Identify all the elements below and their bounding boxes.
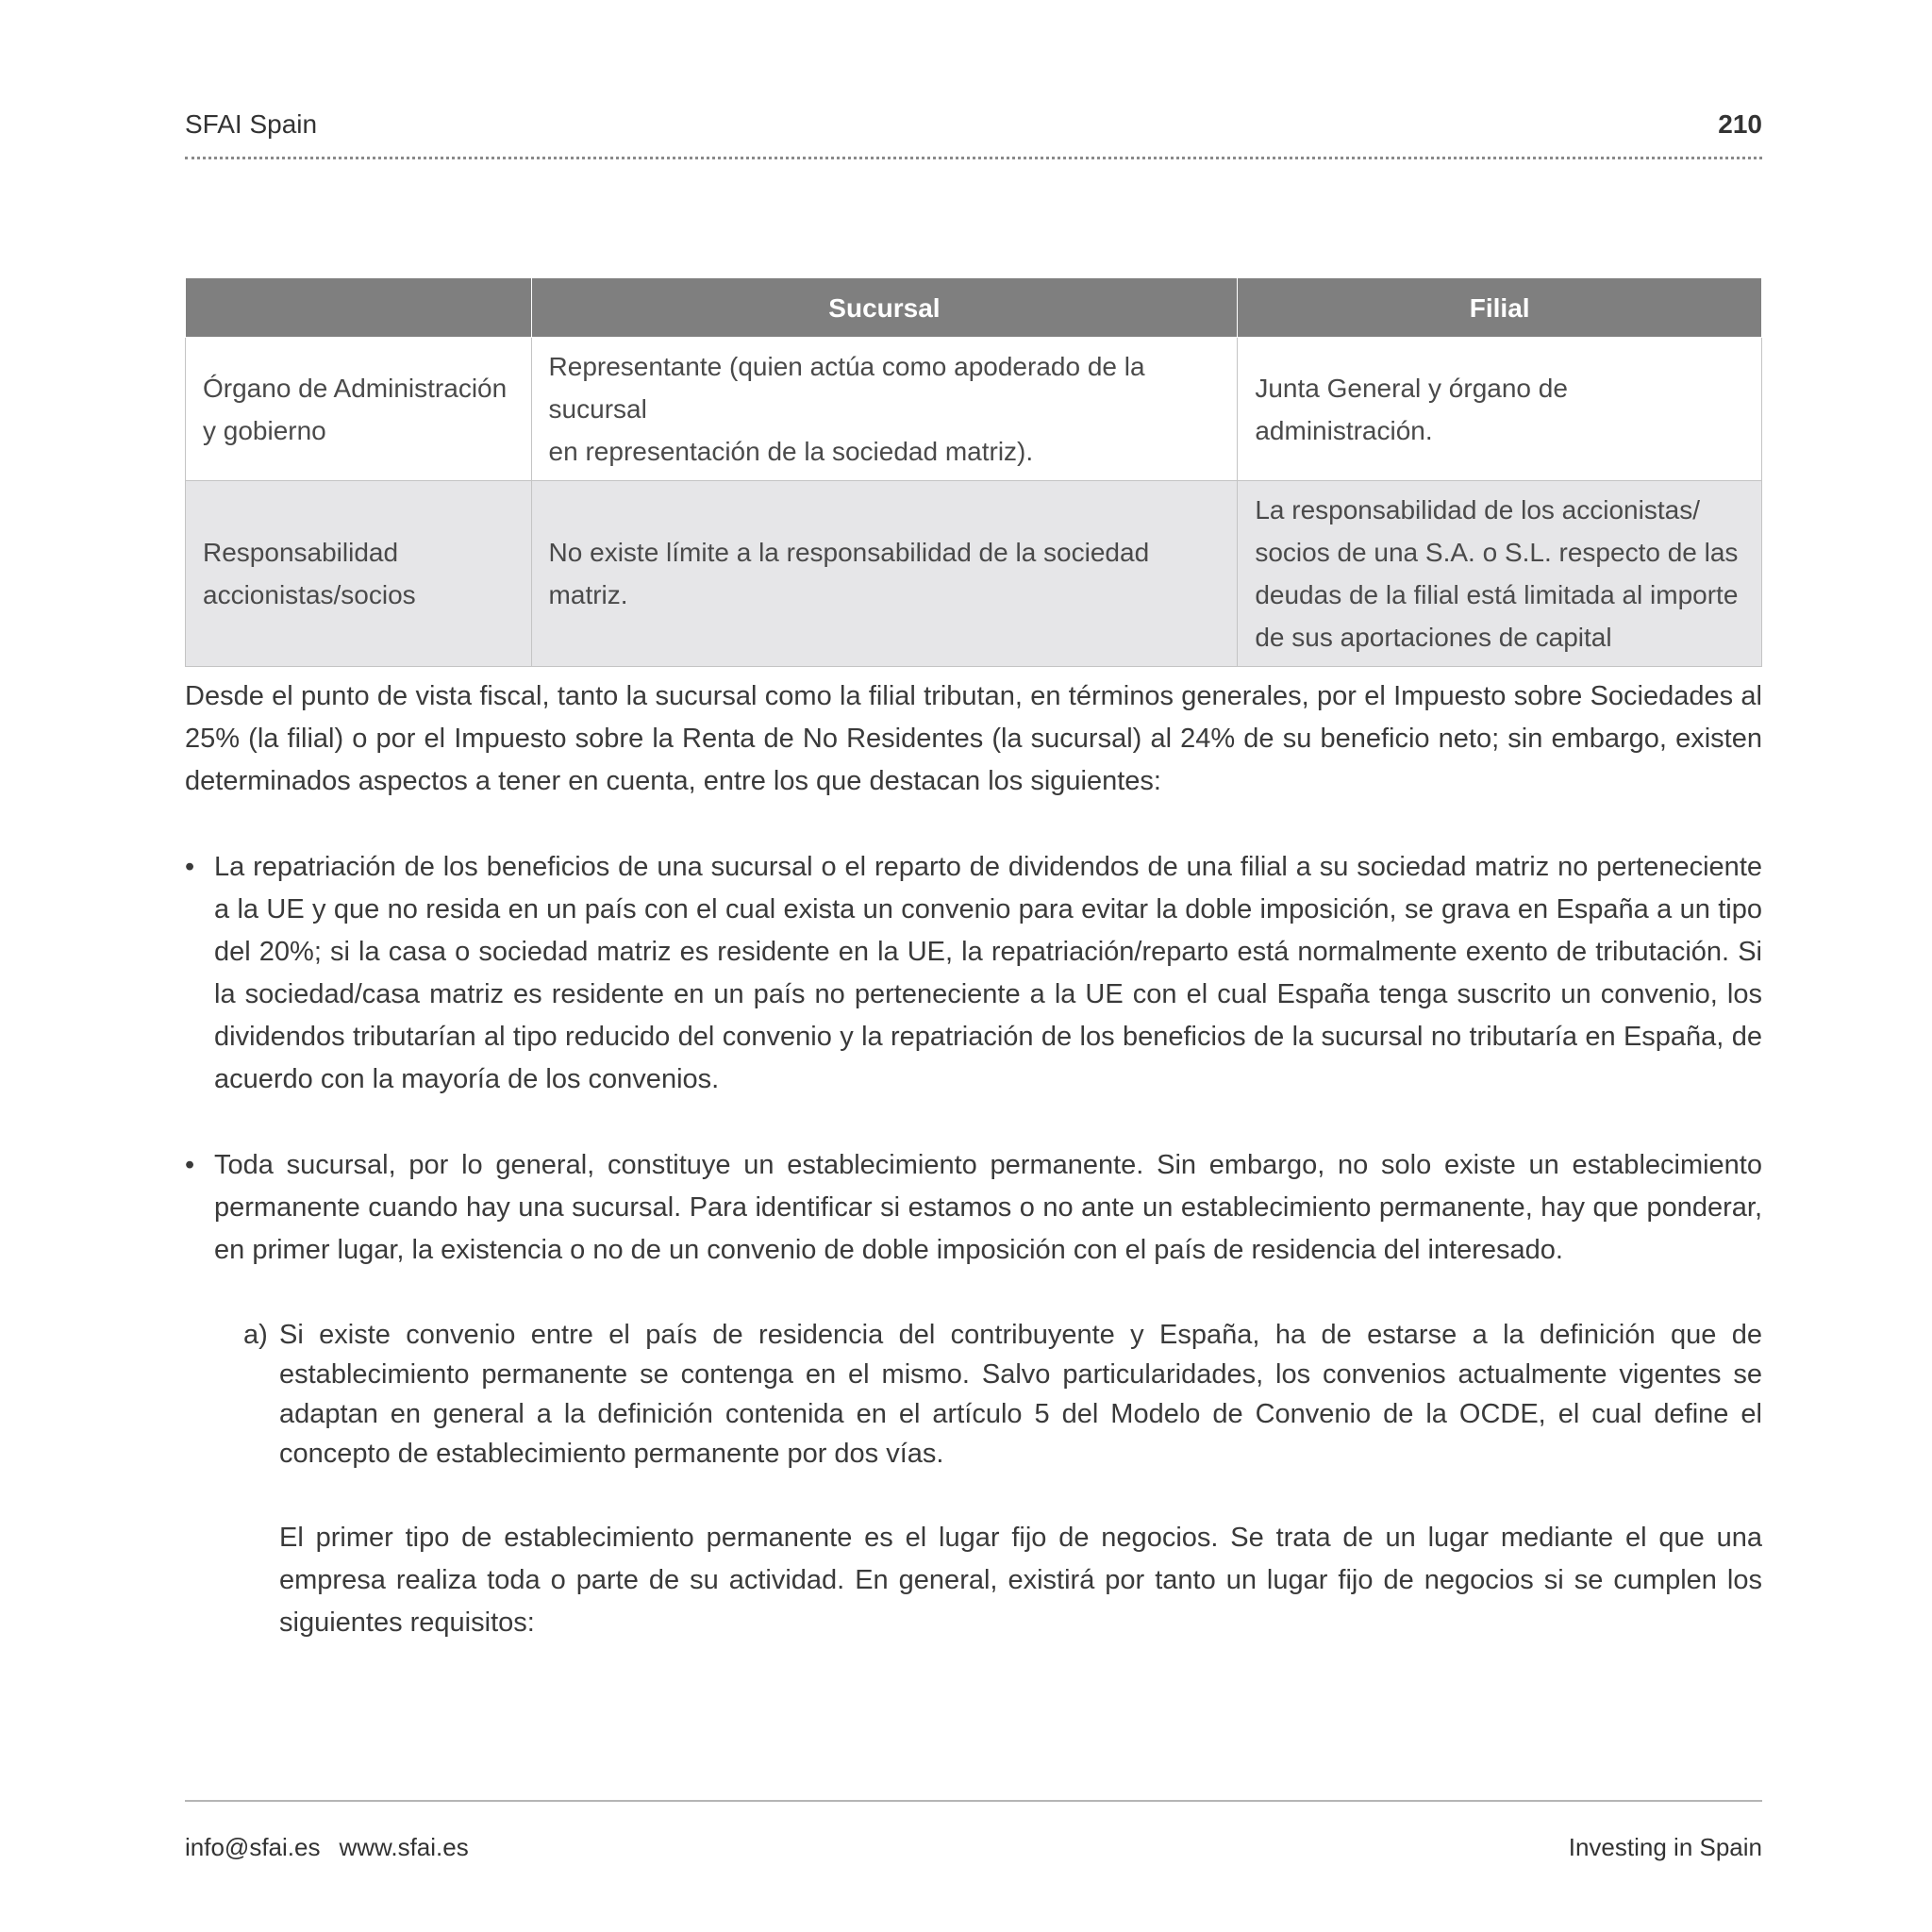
cell-filial-organo: Junta General y órgano de administración.: [1238, 338, 1762, 481]
bullet-text: Toda sucursal, por lo general, constituye un establecimiento permanente. Sin embargo, no solo existe un establecimiento permanente cuando hay una sucursal. Para identificar si estamos o no ante un establecimiento permanente, hay que ponderar, en primer lugar, la existencia o no de un convenio de doble imposición con el país de residencia del interesado.: [214, 1150, 1762, 1265]
sub-list: [243, 1315, 1762, 1474]
cell-filial-responsabilidad: [1238, 481, 1762, 667]
label-line: accionistas/socios: [203, 580, 416, 609]
footer-email[interactable]: info@sfai.es: [185, 1832, 321, 1861]
footer-website[interactable]: www.sfai.es: [339, 1832, 469, 1861]
sub-paragraph: El primer tipo de establecimiento permanente es el lugar fijo de negocios. Se trata de un lugar mediante el que una empresa realiza toda o parte de su actividad. En general, existirá por tanto un lugar fijo de negocios si se cumplen los siguientes requisitos:: [279, 1523, 1762, 1638]
cell-sucursal-responsabilidad: No existe límite a la responsabilidad de la sociedad matriz.: [531, 481, 1238, 667]
footer-publication: Investing in Spain: [1568, 1832, 1762, 1861]
cell-line: Representante (quien actúa como apoderado de la sucursal: [548, 352, 1145, 424]
document-page: [185, 0, 1762, 1932]
page-number: 210: [1718, 109, 1762, 139]
cell-line: La responsabilidad de los accionistas/: [1255, 495, 1700, 525]
bullet-list: [185, 846, 1762, 1644]
cell-line: de sus aportaciones de capital: [1255, 623, 1612, 652]
sub-item-letter: a): [243, 1320, 268, 1350]
row-label-organo: [186, 338, 532, 481]
cell-line: socios de una S.A. o S.L. respecto de las: [1255, 538, 1739, 567]
table-header-filial: Filial: [1238, 278, 1762, 338]
table-header-sucursal: Sucursal: [531, 278, 1238, 338]
bullet-text: La repatriación de los beneficios de una sucursal o el reparto de dividendos de una filial a su sociedad matriz no perteneciente a la UE y que no resida en un país con el cual exista un convenio para evitar la doble imposición, se grava en España a un tipo del 20%; si la casa o sociedad matriz es residente en la UE, la repatriación/reparto está normalmente exento de tributación. Si la sociedad/casa matriz es residente en un país no perteneciente a la UE con el cual España tenga suscrito un convenio, los dividendos tributarían al tipo reducido del convenio y la repatriación de los beneficios de la sucursal no tributaría en España, de acuerdo con la mayoría de los convenios.: [214, 852, 1762, 1094]
page-header: [185, 106, 1762, 143]
bullet-icon: •: [185, 852, 195, 882]
label-line: Órgano de Administración: [203, 373, 508, 403]
header-divider: [185, 157, 1762, 159]
sub-list-item: [243, 1315, 1762, 1474]
row-label-responsabilidad: [186, 481, 532, 667]
table-row: [186, 481, 1762, 667]
intro-paragraph: Desde el punto de vista fiscal, tanto la sucursal como la filial tributan, en términos generales, por el Impuesto sobre Sociedades al 25% (la filial) o por el Impuesto sobre la Renta de No Residentes (la sucursal) al 24% de su beneficio neto; sin embargo, existen determinados aspectos a tener en cuenta, entre los que destacan los siguientes:: [185, 681, 1762, 796]
table-header-row: [186, 278, 1762, 338]
footer-contact: [185, 1833, 469, 1862]
table-row: [186, 338, 1762, 481]
table-header-empty: [186, 278, 532, 338]
list-item: [185, 846, 1762, 1101]
body-text: [185, 675, 1762, 1688]
page-footer: [185, 1830, 1762, 1864]
footer-divider: [185, 1800, 1762, 1802]
sub-item-text: Si existe convenio entre el país de residencia del contribuyente y España, ha de estarse a la definición que de establecimiento permanente se contenga en el mismo. Salvo particularidades, los convenios actualmente vigentes se adaptan en general a la definición contenida en el artículo 5 del Modelo de Convenio de la OCDE, el cual define el concepto de establecimiento permanente por dos vías.: [279, 1320, 1762, 1469]
comparison-table: [185, 277, 1762, 667]
label-line: Responsabilidad: [203, 538, 399, 567]
label-line: y gobierno: [203, 415, 326, 445]
cell-sucursal-organo: [531, 338, 1238, 481]
bullet-icon: •: [185, 1150, 195, 1180]
list-item: [185, 1144, 1762, 1644]
header-title: SFAI Spain: [185, 109, 318, 139]
cell-line: en representación de la sociedad matriz).: [548, 437, 1034, 466]
cell-line: deudas de la filial está limitada al importe: [1255, 580, 1739, 609]
